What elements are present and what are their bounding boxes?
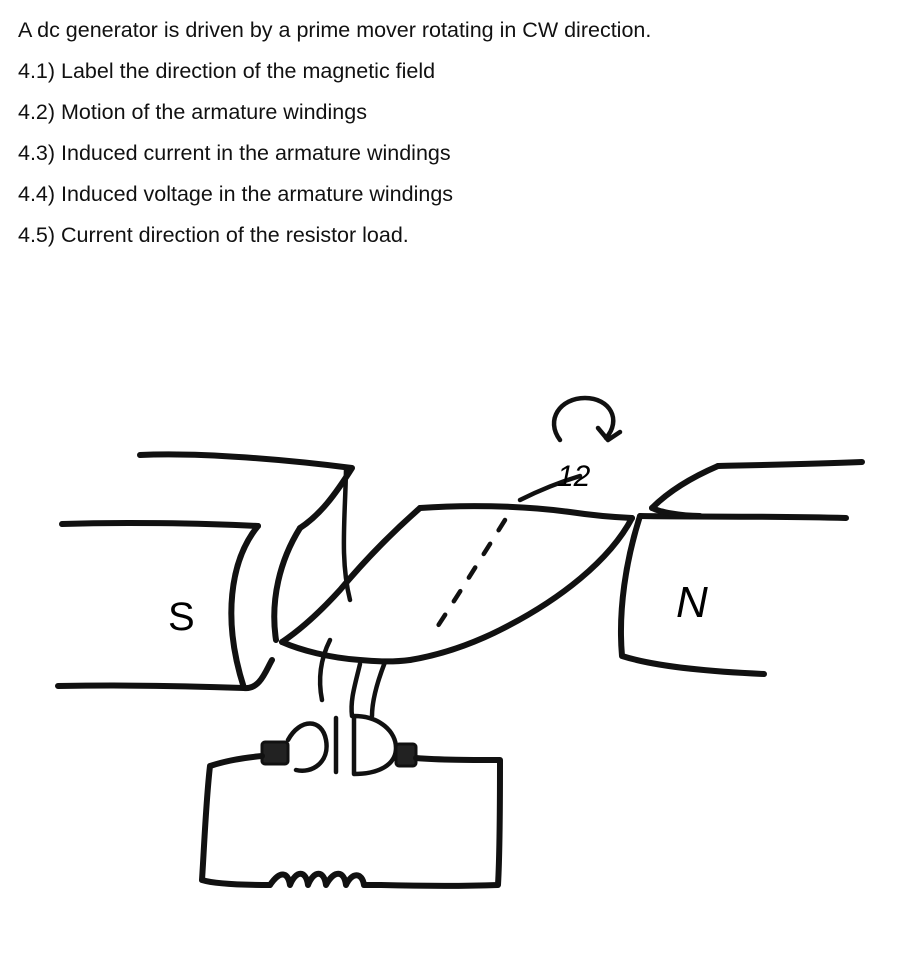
question-item-4-5: 4.5) Current direction of the resistor load. [18, 223, 409, 247]
north-pole-label: N [676, 578, 708, 627]
question-item-4-1: 4.1) Label the direction of the magnetic field [18, 59, 436, 83]
left-brush [262, 742, 288, 764]
question-item-4-4: 4.4) Induced voltage in the armature windings [18, 182, 454, 206]
rotation-label: 12 [557, 460, 591, 493]
question-item-4-3: 4.3) Induced current in the armature windings [18, 141, 451, 165]
north-pole [621, 462, 862, 674]
commutator [262, 716, 416, 774]
load-circuit [202, 756, 500, 886]
armature-coil [282, 470, 632, 716]
south-pole-label: S [168, 595, 195, 639]
rotation-arrow-icon [554, 398, 620, 493]
question-item-4-2: 4.2) Motion of the armature windings [18, 100, 367, 124]
resistor-load [270, 874, 380, 885]
right-brush [396, 744, 416, 766]
question-intro: A dc generator is driven by a prime mover rotating in CW direction. [18, 18, 652, 42]
